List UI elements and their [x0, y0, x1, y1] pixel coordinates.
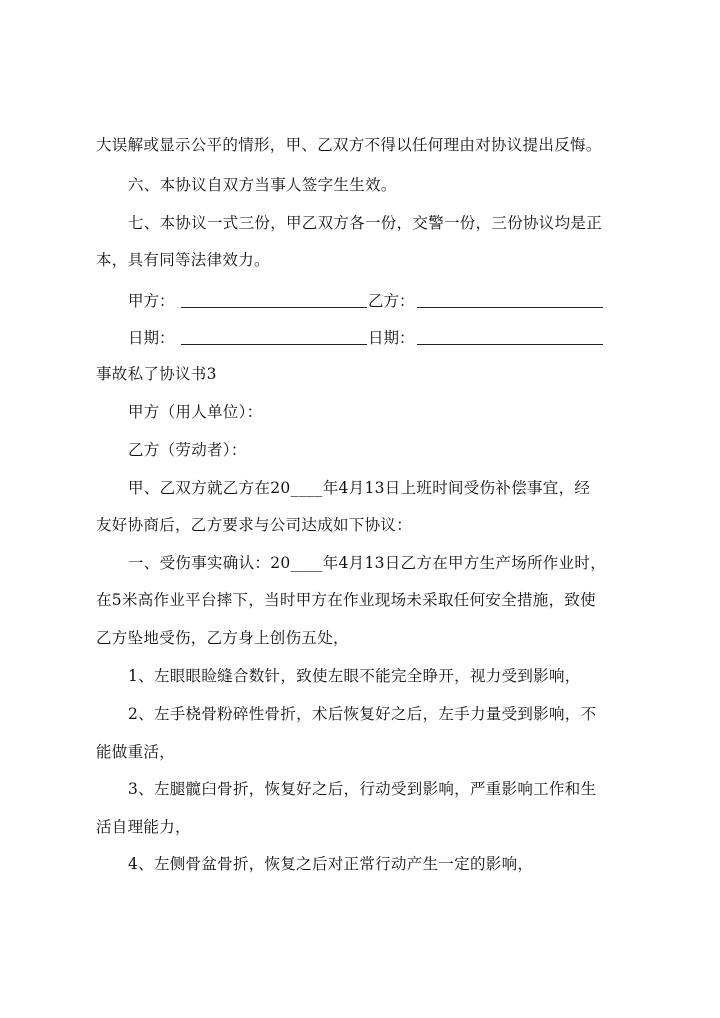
text-line: 1、左眼眼睑缝合数针，致使左眼不能完全睁开，视力受到影响， [128, 667, 581, 685]
date-right-line [417, 344, 603, 345]
text-line: 能做重活， [96, 743, 176, 761]
text-line: 在5米高作业平台摔下，当时甲方在作业现场未采取任何安全措施，致使 [96, 591, 596, 609]
date-label-right: 日期： [368, 329, 415, 347]
party-a-label: 甲方： [128, 292, 175, 310]
text-line: 3、左腿髋臼骨折，恢复好之后，行动受到影响，严重影响工作和生 [128, 780, 597, 798]
date-label-left: 日期： [128, 329, 175, 347]
text-line: 本，具有同等法律效力。 [96, 251, 270, 269]
party-b-label: 乙方： [368, 292, 415, 310]
party-a-signature-line [181, 307, 367, 308]
section-title: 事故私了协议书3 [96, 365, 217, 383]
text-line: 乙方坠地受伤，乙方身上创伤五处， [96, 629, 349, 647]
text-line: 友好协商后，乙方要求与公司达成如下协议： [96, 516, 413, 534]
text-line: 大误解或显示公平的情形，甲、乙双方不得以任何理由对协议提出反悔。 [96, 136, 602, 154]
text-line: 乙方（劳动者）： [128, 441, 247, 459]
text-line: 2、左手桡骨粉碎性骨折，术后恢复好之后，左手力量受到影响，不 [128, 705, 597, 723]
date-left-line [181, 344, 367, 345]
text-line: 4、左侧骨盆骨折，恢复之后对正常行动产生一定的影响， [128, 855, 534, 873]
text-line: 六、本协议自双方当事人签字生生效。 [128, 176, 397, 194]
text-line: 甲方（用人单位）： [128, 403, 263, 421]
text-line: 七、本协议一式三份，甲乙双方各一份，交警一份，三份协议均是正 [128, 214, 603, 232]
text-line: 一、受伤事实确认：20____年4月13日乙方在甲方生产场所作业时， [128, 554, 607, 572]
text-line: 活自理能力， [96, 818, 191, 836]
text-line: 甲、乙双方就乙方在20____年4月13日上班时间受伤补偿事宜，经 [128, 479, 591, 497]
party-b-signature-line [417, 307, 603, 308]
